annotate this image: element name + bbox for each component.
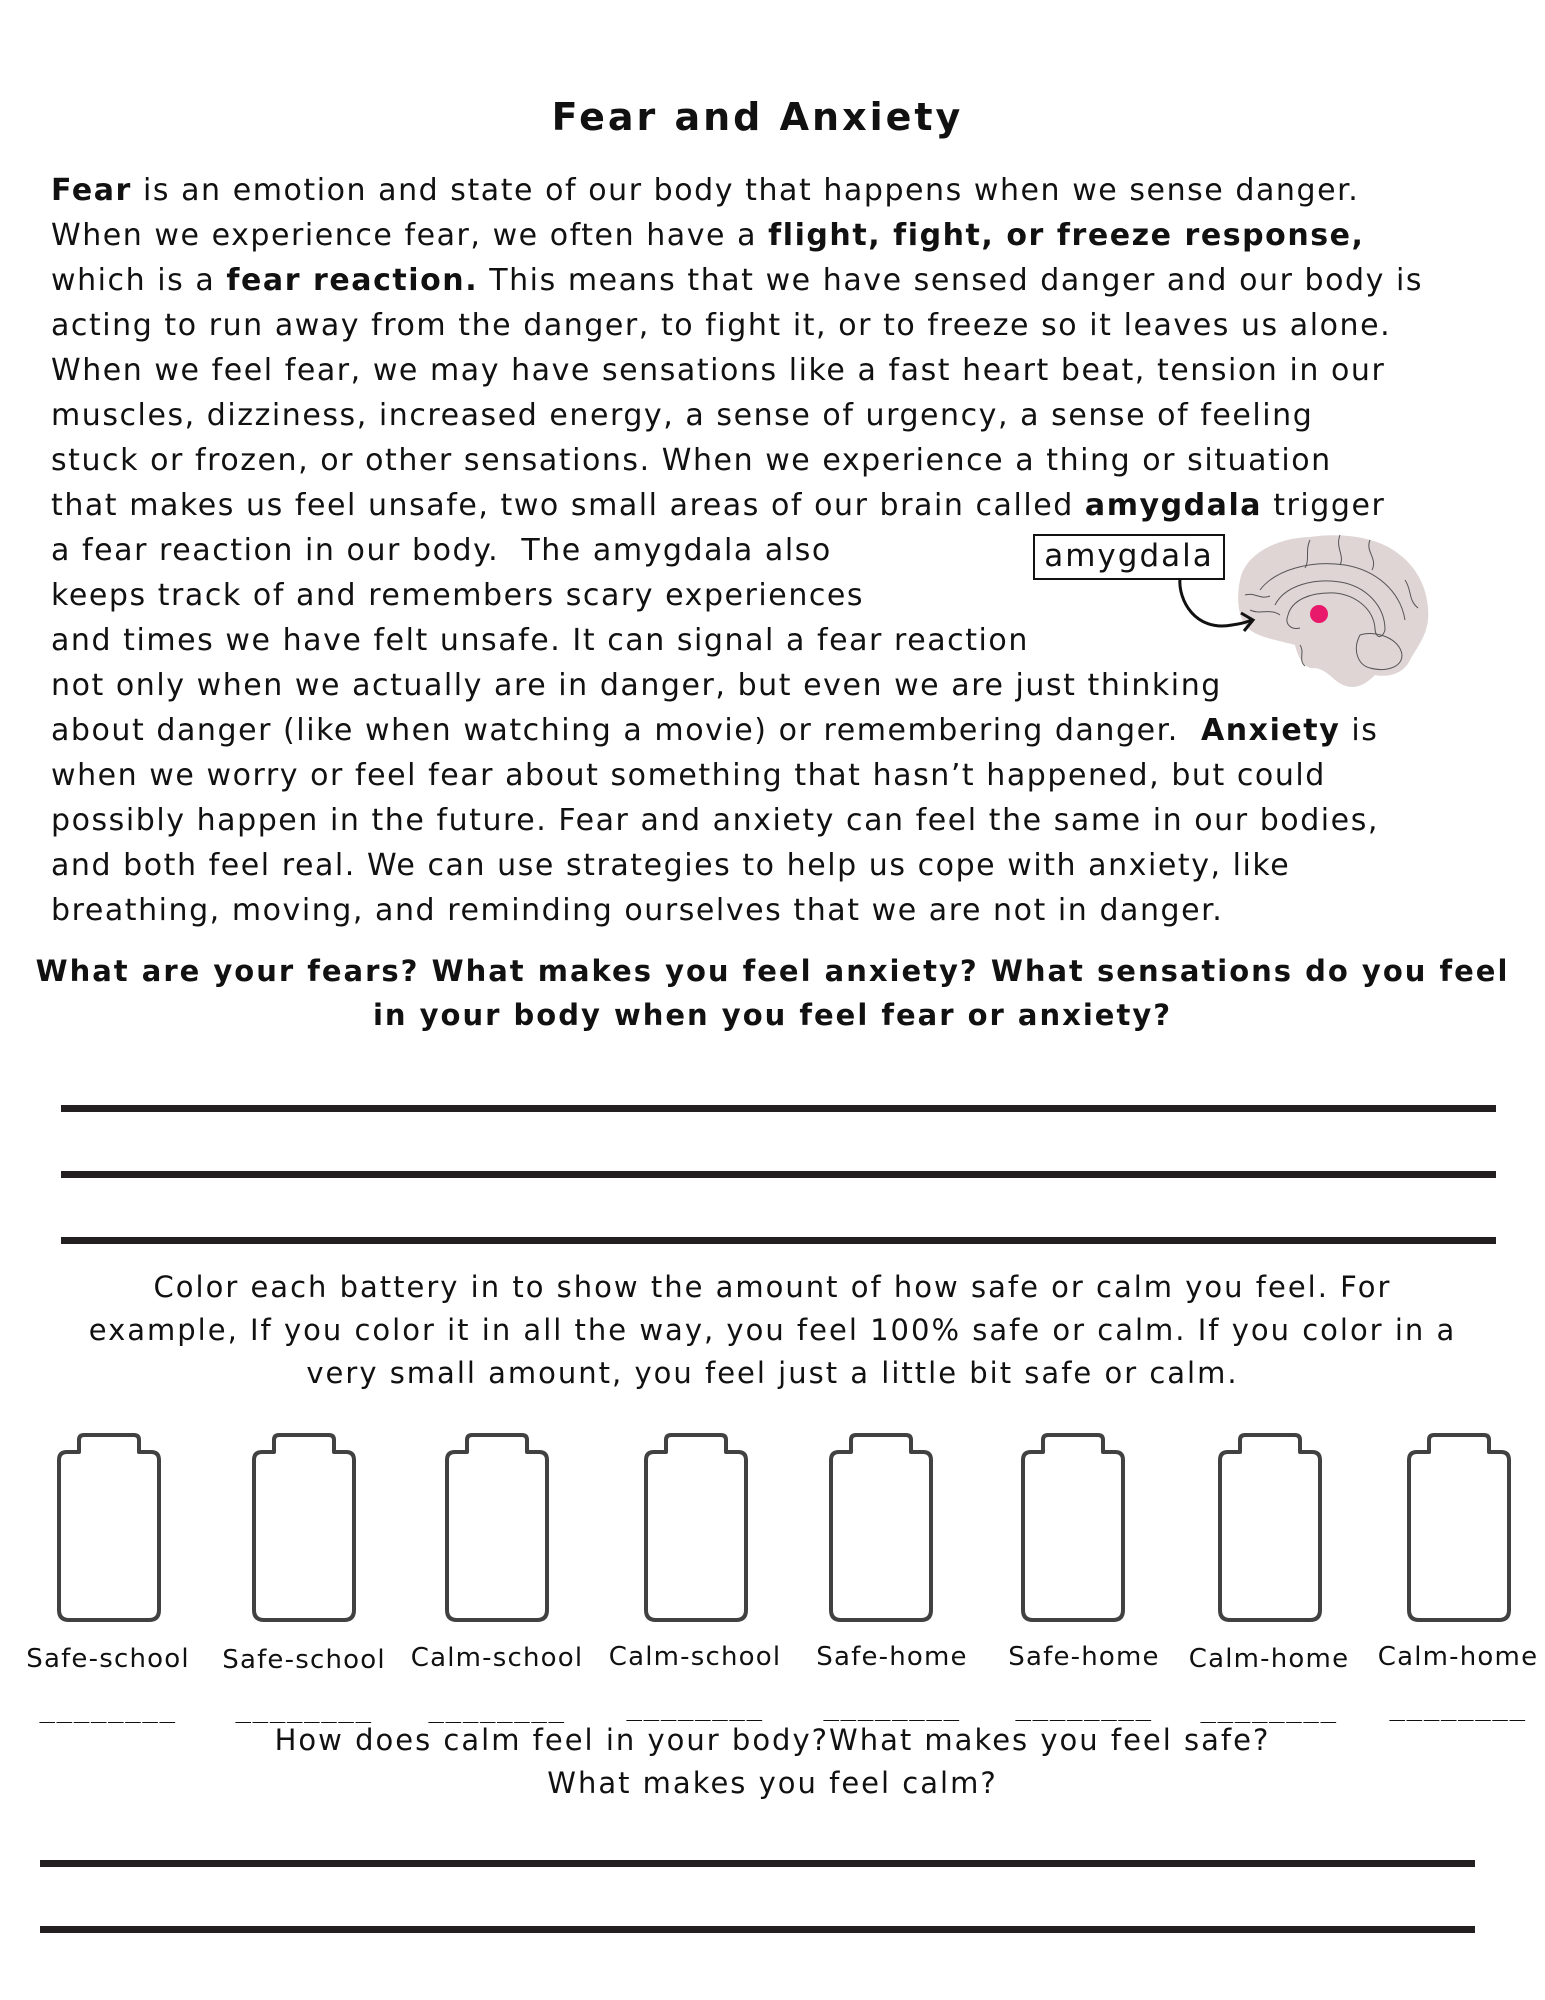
bold-term: amygdala — [1084, 488, 1263, 523]
paragraph-line — [51, 573, 864, 618]
text-run: not only when we actually are in danger, but even we are just thinking — [51, 668, 1222, 703]
bold-term: Fear — [51, 173, 132, 208]
battery-outline — [1220, 1435, 1320, 1620]
text-run: a fear reaction in our body. The amygdala also — [51, 533, 832, 568]
battery-outline — [646, 1435, 746, 1620]
battery-percent-blank[interactable]: ________ — [1015, 1692, 1153, 1722]
text-line: Color each battery in to show the amount of how safe or calm you feel. For — [153, 1270, 1392, 1304]
text-run: muscles, dizziness, increased energy, a sense of urgency, a sense of feeling — [51, 398, 1314, 433]
brain-diagram — [1060, 520, 1460, 700]
paragraph-line — [51, 303, 1391, 348]
paragraph-line — [51, 888, 1223, 933]
text-run: trigger — [1262, 488, 1386, 523]
battery-outline — [59, 1435, 159, 1620]
text-line: What are your fears? What makes you feel anxiety? What sensations do you feel — [35, 954, 1510, 988]
battery-label: Safe-school — [26, 1644, 190, 1674]
text-run: is an emotion and state of our body that happens when we sense danger. — [131, 173, 1360, 208]
text-run: and both feel real. We can use strategies to help us cope with anxiety, like — [51, 848, 1291, 883]
paragraph-line — [51, 348, 1385, 393]
paragraph-line — [51, 528, 832, 573]
battery-outline — [1023, 1435, 1123, 1620]
text-run: keeps track of and remembers scary experiences — [51, 578, 865, 613]
text-run: stuck or frozen, or other sensations. When we experience a thing or situation — [51, 443, 1332, 478]
battery-icon[interactable] — [55, 1432, 163, 1626]
text-run: This means that we have sensed danger and our body is — [478, 263, 1424, 298]
answer-line[interactable] — [61, 1171, 1496, 1178]
text-line: What makes you feel calm? — [547, 1766, 998, 1800]
battery-label: Safe-home — [816, 1642, 968, 1672]
battery-percent-blank[interactable]: ________ — [823, 1692, 961, 1722]
paragraph-line — [51, 708, 1378, 753]
battery-label: Calm-home — [1188, 1644, 1350, 1674]
bold-term: Anxiety — [1201, 713, 1341, 748]
paragraph-line — [51, 393, 1313, 438]
text-run: and times we have felt unsafe. It can signal a fear reaction — [51, 623, 1029, 658]
paragraph-line — [51, 258, 1423, 303]
battery-outline — [1409, 1435, 1509, 1620]
amygdala-label: amygdala — [1033, 534, 1225, 580]
battery-label: Calm-school — [608, 1642, 782, 1672]
text-run: when we worry or feel fear about something that hasn’t happened, but could — [51, 758, 1326, 793]
battery-percent-blank[interactable]: ________ — [428, 1694, 566, 1724]
text-run: When we feel fear, we may have sensations like a fast heart beat, tension in our — [51, 353, 1386, 388]
text-line: in your body when you feel fear or anxiety? — [372, 998, 1173, 1032]
text-run: that makes us feel unsafe, two small areas of our brain called — [51, 488, 1085, 523]
text-run: breathing, moving, and reminding ourselves that we are not in danger. — [51, 893, 1224, 928]
text-line: How does calm feel in your body?What makes you feel safe? — [274, 1723, 1271, 1757]
text-line: example, If you color it in all the way, you feel 100% safe or calm. If you color in a — [88, 1313, 1457, 1347]
battery-icon[interactable] — [827, 1432, 935, 1626]
answer-line[interactable] — [61, 1105, 1496, 1112]
battery-outline — [254, 1435, 354, 1620]
battery-icon[interactable] — [443, 1432, 551, 1626]
battery-outline — [447, 1435, 547, 1620]
text-run: which is a — [51, 263, 227, 298]
bold-term: flight, fight, or freeze response, — [768, 218, 1365, 253]
battery-label: Calm-school — [410, 1643, 584, 1673]
battery-percent-blank[interactable]: ________ — [1389, 1692, 1527, 1722]
paragraph-line — [51, 438, 1332, 483]
answer-line[interactable] — [61, 1237, 1496, 1244]
battery-label: Calm-home — [1377, 1642, 1539, 1672]
answer-line[interactable] — [40, 1860, 1475, 1867]
battery-icon[interactable] — [250, 1432, 358, 1626]
text-run: is — [1340, 713, 1379, 748]
bold-term: fear reaction. — [226, 263, 479, 298]
battery-icon[interactable] — [642, 1432, 750, 1626]
battery-percent-blank[interactable]: ________ — [1200, 1694, 1338, 1724]
text-run: possibly happen in the future. Fear and anxiety can feel the same in our bodies, — [51, 803, 1379, 838]
battery-label: Safe-home — [1008, 1642, 1160, 1672]
battery-percent-blank[interactable]: ________ — [39, 1694, 177, 1724]
battery-label: Safe-school — [222, 1645, 386, 1675]
text-run: about danger (like when watching a movie) or remembering danger. — [51, 713, 1201, 748]
text-run: acting to run away from the danger, to fight it, or to freeze so it leaves us alone. — [51, 308, 1392, 343]
paragraph-line — [51, 663, 1222, 708]
answer-line[interactable] — [40, 1926, 1475, 1933]
paragraph-line — [51, 798, 1379, 843]
battery-outline — [831, 1435, 931, 1620]
brain-icon — [1238, 535, 1428, 687]
battery-icon[interactable] — [1019, 1432, 1127, 1626]
paragraph-line — [51, 618, 1029, 663]
page-title: Fear and Anxiety — [551, 95, 964, 139]
paragraph-line — [51, 753, 1326, 798]
paragraph-line — [51, 843, 1290, 888]
amygdala-dot — [1310, 605, 1328, 623]
text-line: very small amount, you feel just a little bit safe or calm. — [306, 1356, 1239, 1390]
battery-percent-blank[interactable]: ________ — [235, 1694, 373, 1724]
battery-icon[interactable] — [1216, 1432, 1324, 1626]
paragraph-line — [51, 168, 1359, 213]
battery-percent-blank[interactable]: ________ — [626, 1692, 764, 1722]
text-run: When we experience fear, we often have a — [51, 218, 769, 253]
battery-icon[interactable] — [1405, 1432, 1513, 1626]
paragraph-line — [51, 213, 1365, 258]
